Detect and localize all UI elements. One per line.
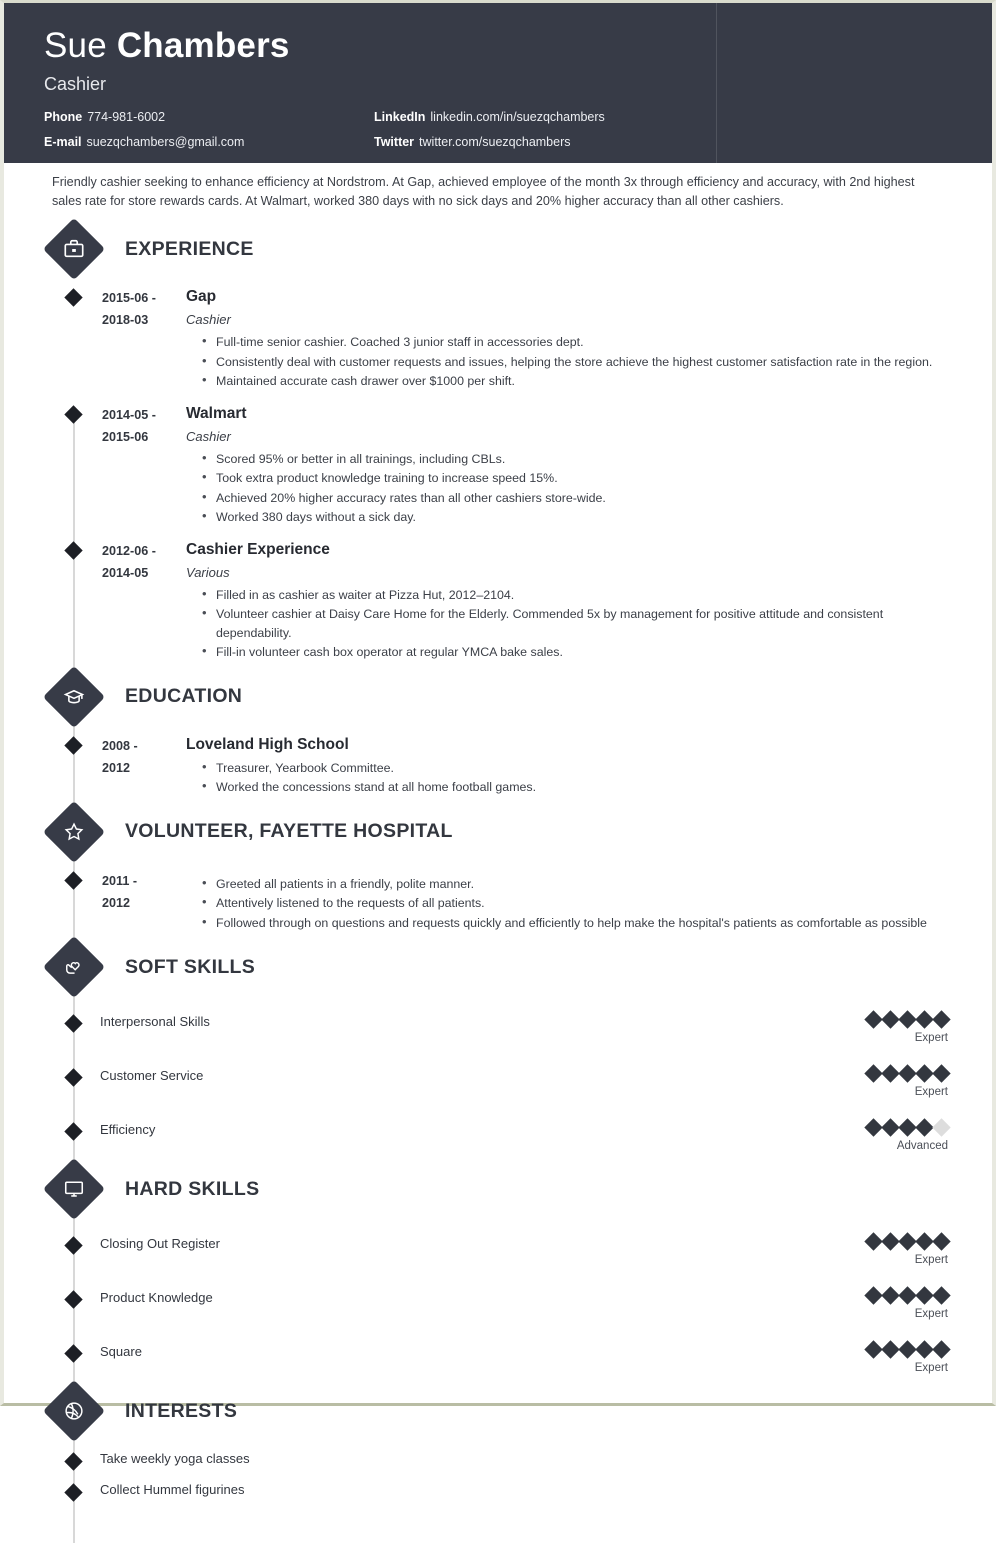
section-title: INTERESTS <box>125 1399 238 1422</box>
section-title: EXPERIENCE <box>125 237 254 260</box>
date-start: 2012-06 - <box>102 543 156 558</box>
entry-bullet-list <box>186 450 947 527</box>
contact-value[interactable]: linkedin.com/in/suezqchambers <box>430 110 605 124</box>
rating-level: Advanced <box>896 1140 948 1152</box>
rating-diamond-filled <box>864 1232 882 1250</box>
entry-date <box>102 540 186 663</box>
section-volunteer <box>4 806 992 934</box>
rating-diamond-filled <box>864 1064 882 1082</box>
list-item: • Worked 380 days without a sick day. <box>202 508 947 527</box>
skill-row <box>4 1013 992 1047</box>
section-header-experience <box>4 223 992 275</box>
skill-rating <box>808 1343 992 1375</box>
experience-entry <box>4 540 992 663</box>
rating-diamond-filled <box>881 1118 899 1136</box>
rating-diamond-filled <box>864 1118 882 1136</box>
skill-row <box>4 1343 992 1377</box>
entry-role: Cashier <box>186 312 231 327</box>
section-title: EDUCATION <box>125 685 243 707</box>
entry-organization: Loveland High School <box>186 735 349 753</box>
skill-row <box>4 1067 992 1101</box>
skill-rating <box>808 1289 992 1321</box>
skill-rating <box>808 1067 992 1099</box>
entry-date <box>102 287 186 392</box>
interest-item <box>4 1482 992 1499</box>
rating-diamond-filled <box>881 1232 899 1250</box>
skill-name: Customer Service <box>100 1068 204 1083</box>
rating-level: Expert <box>914 1254 948 1266</box>
timeline-diamond-icon <box>64 541 82 559</box>
rating-level: Expert <box>914 1362 948 1374</box>
basketball-icon <box>43 1380 105 1442</box>
contact-label: E-mail <box>44 135 82 149</box>
skill-rating <box>808 1121 992 1153</box>
list-item: • Full-time senior cashier. Coached 3 junior staff in accessories dept. <box>202 333 947 352</box>
contact-linkedin[interactable] <box>374 109 992 125</box>
rating-diamond-filled <box>898 1286 916 1304</box>
date-end: 2014-05 <box>102 565 149 580</box>
skill-rating <box>808 1013 992 1045</box>
section-header-soft-skills <box>4 941 992 993</box>
date-end: 2015-06 <box>102 429 149 444</box>
contact-label: Twitter <box>374 135 415 149</box>
skill-name: Product Knowledge <box>100 1290 213 1305</box>
list-item: • Achieved 20% higher accuracy rates than all other cashiers store-wide. <box>202 489 947 508</box>
rating-diamond-filled <box>898 1232 916 1250</box>
rating-diamond-filled <box>915 1340 933 1358</box>
rating-level: Expert <box>914 1032 948 1044</box>
professional-summary: Friendly cashier seeking to enhance efficiency at Nordstrom. At Gap, achieved employee of the month 3x through efficiency and accuracy, with 2nd highest sales rate for store rewards cards. At Walmart, worked 380 days with no sick days and 20% higher accuracy than all other cashiers. <box>52 175 915 208</box>
list-item: • Worked the concessions stand at all home football games. <box>202 778 947 797</box>
list-item: • Followed through on questions and requests quickly and efficiently to help make the hospital's patients as comfortable as possible <box>202 914 947 933</box>
section-hard-skills <box>4 1163 992 1377</box>
section-header-volunteer <box>4 806 992 858</box>
timeline-diamond-icon <box>64 736 82 754</box>
first-name: Sue <box>44 26 117 65</box>
list-item: • Took extra product knowledge training to increase speed 15%. <box>202 469 947 488</box>
list-item: • Treasurer, Yearbook Committee. <box>202 759 947 778</box>
rating-diamond-empty <box>932 1118 950 1136</box>
section-interests <box>4 1385 992 1499</box>
job-title: Cashier <box>44 74 107 94</box>
entry-date <box>102 735 186 798</box>
entry-bullet-list <box>186 586 947 662</box>
rating-dots <box>808 1289 948 1302</box>
list-item: • Maintained accurate cash drawer over $1000 per shift. <box>202 372 947 391</box>
contact-value[interactable]: suezqchambers@gmail.com <box>86 135 245 149</box>
interest-item <box>4 1451 992 1468</box>
skill-rating <box>808 1235 992 1267</box>
rating-diamond-filled <box>915 1286 933 1304</box>
section-title: VOLUNTEER, FAYETTE HOSPITAL <box>125 820 453 842</box>
rating-diamond-filled <box>932 1286 950 1304</box>
list-item: • Volunteer cashier at Daisy Care Home for the Elderly. Commended 5x by management for positive attitude and consistent dependability. <box>202 605 947 642</box>
rating-diamond-filled <box>932 1340 950 1358</box>
experience-entry <box>4 404 992 528</box>
star-icon <box>43 800 105 862</box>
resume-header <box>4 3 992 163</box>
entry-role: Various <box>186 564 230 580</box>
rating-diamond-filled <box>915 1232 933 1250</box>
timeline-diamond-icon <box>64 1068 82 1086</box>
entry-organization: Walmart <box>186 404 247 422</box>
volunteer-entry <box>4 870 992 934</box>
heart-hand-icon <box>43 936 105 998</box>
rating-diamond-filled <box>881 1286 899 1304</box>
rating-diamond-filled <box>898 1118 916 1136</box>
timeline-diamond-icon <box>64 1483 82 1501</box>
skill-row <box>4 1289 992 1323</box>
section-soft-skills <box>4 941 992 1155</box>
contact-label: LinkedIn <box>374 110 426 124</box>
date-start: 2008 - <box>102 738 138 753</box>
timeline-diamond-icon <box>64 1122 82 1140</box>
rating-diamond-filled <box>881 1064 899 1082</box>
timeline-diamond-icon <box>64 288 82 306</box>
monitor-icon <box>43 1158 105 1220</box>
rating-dots <box>808 1235 948 1248</box>
rating-diamond-filled <box>915 1064 933 1082</box>
list-item: • Fill-in volunteer cash box operator at regular YMCA bake sales. <box>202 643 947 662</box>
timeline-diamond-icon <box>64 1452 82 1470</box>
date-end: 2018-03 <box>102 313 149 327</box>
entry-organization: Gap <box>186 288 217 305</box>
timeline-diamond-icon <box>64 405 82 423</box>
entry-content <box>186 870 992 934</box>
rating-diamond-filled <box>881 1010 899 1028</box>
entry-organization: Cashier Experience <box>186 540 330 558</box>
entry-content <box>186 735 992 798</box>
contact-twitter[interactable] <box>374 134 992 150</box>
rating-dots <box>808 1343 948 1356</box>
entry-content <box>186 540 992 663</box>
last-name: Chambers <box>116 26 290 65</box>
resume-sheet <box>4 3 992 1497</box>
rating-diamond-filled <box>898 1064 916 1082</box>
entry-role: Cashier <box>186 428 231 444</box>
resume-body <box>4 163 992 1499</box>
section-header-interests <box>4 1385 992 1437</box>
entry-bullet-list <box>186 875 947 933</box>
contact-list <box>44 109 992 150</box>
rating-diamond-filled <box>915 1118 933 1136</box>
section-header-education <box>4 671 992 723</box>
date-start: 2011 - <box>102 873 138 888</box>
list-item: • Attentively listened to the requests of all patients. <box>202 894 947 913</box>
skill-name: Interpersonal Skills <box>100 1014 210 1029</box>
timeline-diamond-icon <box>64 1290 82 1308</box>
timeline-diamond-icon <box>64 871 82 889</box>
interest-text: Take weekly yoga classes <box>100 1451 250 1466</box>
date-end: 2012 <box>102 760 131 775</box>
contact-label: Phone <box>44 110 83 124</box>
section-title: HARD SKILLS <box>125 1177 260 1200</box>
rating-diamond-filled <box>898 1340 916 1358</box>
rating-dots <box>808 1121 948 1134</box>
date-end: 2012 <box>102 895 131 910</box>
timeline-diamond-icon <box>64 1344 82 1362</box>
rating-diamond-filled <box>898 1010 916 1028</box>
rating-diamond-filled <box>864 1340 882 1358</box>
section-header-hard-skills <box>4 1163 992 1215</box>
header-divider <box>716 3 717 163</box>
skill-row <box>4 1121 992 1155</box>
timeline-diamond-icon <box>64 1236 82 1254</box>
entry-date <box>102 404 186 528</box>
rating-diamond-filled <box>932 1232 950 1250</box>
entry-content <box>186 404 992 528</box>
entry-bullet-list <box>186 759 947 797</box>
date-start: 2014-05 - <box>102 407 156 422</box>
list-item: • Filled in as cashier as waiter at Pizza Hut, 2012–2104. <box>202 586 947 605</box>
graduation-cap-icon <box>43 665 105 727</box>
skill-name: Closing Out Register <box>100 1236 220 1251</box>
skill-name: Efficiency <box>100 1122 156 1137</box>
list-item: • Consistently deal with customer requests and issues, helping the store achieve the highest customer satisfaction rate in the region. <box>202 353 947 372</box>
timeline-diamond-icon <box>64 1014 82 1032</box>
education-entry <box>4 735 992 798</box>
skill-row <box>4 1235 992 1269</box>
entry-bullet-list <box>186 333 947 391</box>
contact-email[interactable] <box>44 134 374 150</box>
briefcase-icon <box>43 218 105 280</box>
rating-diamond-filled <box>932 1010 950 1028</box>
rating-diamond-filled <box>881 1340 899 1358</box>
list-item: • Greeted all patients in a friendly, polite manner. <box>202 875 947 894</box>
page-title <box>44 25 992 67</box>
section-experience <box>4 223 992 663</box>
date-start: 2015-06 - <box>102 291 156 305</box>
rating-level: Expert <box>914 1308 948 1320</box>
entry-content <box>186 287 992 392</box>
rating-diamond-filled <box>864 1010 882 1028</box>
section-title: SOFT SKILLS <box>125 955 256 978</box>
contact-value: 774-981-6002 <box>87 110 166 124</box>
rating-level: Expert <box>914 1086 948 1098</box>
experience-entry <box>4 287 992 392</box>
skill-name: Square <box>100 1344 142 1359</box>
rating-diamond-filled <box>915 1010 933 1028</box>
entry-date <box>102 870 186 934</box>
section-education <box>4 671 992 798</box>
list-item: • Scored 95% or better in all trainings, including CBLs. <box>202 450 947 469</box>
contact-phone <box>44 109 374 125</box>
rating-dots <box>808 1067 948 1080</box>
contact-value[interactable]: twitter.com/suezqchambers <box>419 135 571 149</box>
rating-diamond-filled <box>864 1286 882 1304</box>
interest-text: Collect Hummel figurines <box>100 1482 245 1497</box>
rating-dots <box>808 1013 948 1026</box>
rating-diamond-filled <box>932 1064 950 1082</box>
